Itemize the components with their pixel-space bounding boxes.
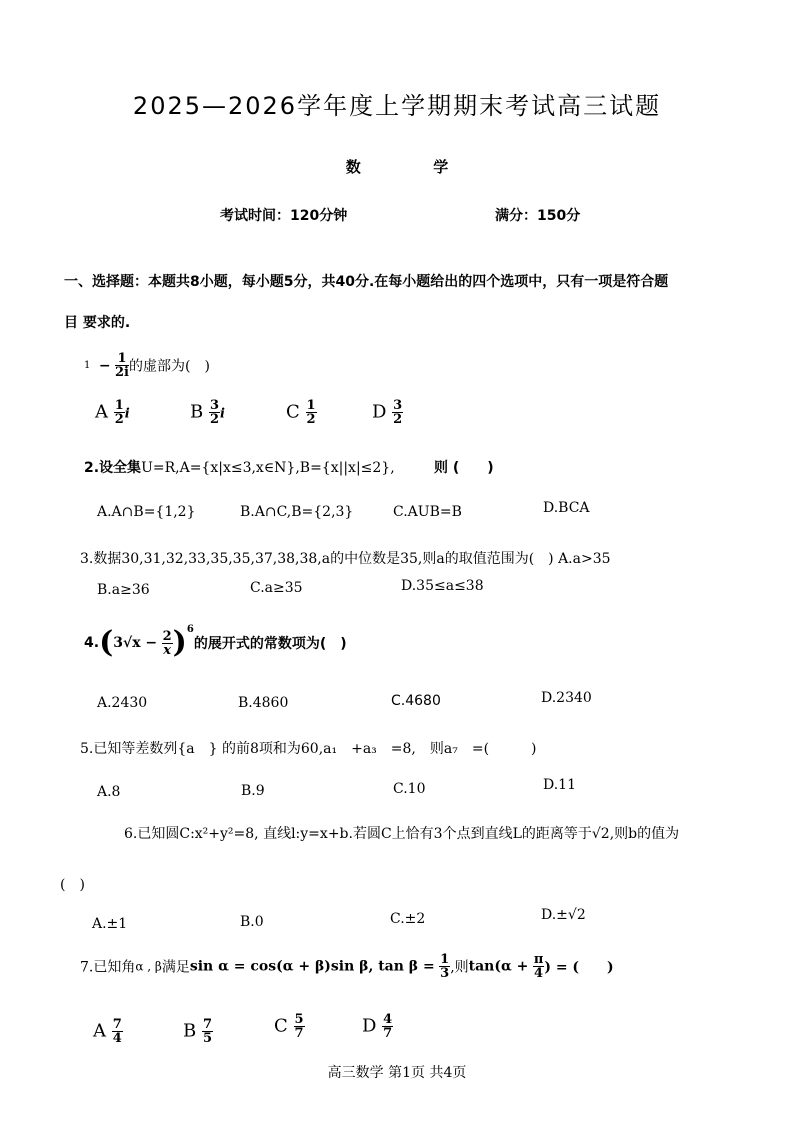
q5-option-c: C.10 — [393, 781, 426, 797]
q4-option-a: A.2430 — [97, 695, 148, 711]
q4-number: 4. — [84, 635, 100, 651]
q4-left-paren: ( — [99, 625, 114, 660]
q7-pi-fraction: $\frac{\pi}{4}$ — [533, 952, 544, 981]
exam-title: 2025—2026学年度上学期期末考试高三试题 — [132, 92, 662, 120]
q4-fraction: $\frac{2}{x}$ — [162, 628, 172, 658]
q6-option-a: A.±1 — [92, 916, 128, 932]
subject-char-1: 数 — [345, 158, 361, 176]
q7-option-b: B $\frac{7}{5}$ — [183, 1017, 213, 1046]
q6-option-d: D.±√2 — [541, 907, 586, 923]
q2-answer-paren: 则 ( ) — [434, 460, 494, 476]
q4-right-paren: ) — [172, 625, 187, 660]
q4-option-c: C.4680 — [391, 693, 441, 709]
q3-option-b: B.a≥36 — [97, 582, 150, 598]
q2-prefix: 2.设全集 — [84, 460, 142, 476]
q3-option-d: D.35≤a≤38 — [401, 578, 484, 594]
page-footer: 高三数学 第1页 共4页 — [327, 1065, 467, 1081]
q7-stem-d: ,则 — [450, 959, 469, 976]
section-heading-cont: 目 要求的. — [64, 315, 131, 331]
q7-angles: α , β — [135, 959, 162, 974]
q2-option-a: A.A∩B={1,2} — [97, 504, 196, 520]
full-score: 满分：150分 — [495, 208, 581, 224]
q3-option-c: C.a≥35 — [250, 580, 303, 596]
q1-minus: − — [98, 357, 111, 374]
question-3: 3.数据30,31,32,33,35,35,37,38,38,a的中位数是35,则a的取值范围为( ) A.a>35 — [80, 551, 611, 567]
q7-formula-a: sin α = cos(α + β)sin β, tan β = — [189, 958, 435, 975]
q2-option-b: B.A∩C,B={2,3} — [240, 504, 354, 520]
q4-expr: 3√x − — [113, 635, 158, 651]
q6-answer-paren: ( ) — [60, 877, 85, 893]
q7-stem-c: 满足 — [161, 959, 190, 976]
q1-option-d: D $\frac{3}{2}$ — [372, 398, 403, 427]
q4-stem: 的展开式的常数项为( ) — [193, 636, 347, 652]
q7-formula-c: ) = ( ) — [544, 959, 614, 976]
question-4 — [84, 624, 347, 660]
q6-option-b: B.0 — [240, 914, 264, 930]
q4-power: 6 — [186, 624, 194, 635]
q1-option-c: C $\frac{1}{2}$ — [286, 398, 316, 427]
q2-option-c: C.AUB=B — [393, 504, 462, 520]
question-1 — [84, 352, 210, 379]
q5-option-a: A.8 — [97, 784, 121, 800]
q5-option-b: B.9 — [241, 783, 265, 799]
exam-time: 考试时间：120分钟 — [220, 208, 348, 224]
q7-fraction: $\frac{1}{3}$ — [440, 952, 450, 981]
q1-stem: 的虚部为( ) — [129, 358, 210, 375]
q7-option-d: D $\frac{4}{7}$ — [362, 1012, 393, 1041]
question-2 — [84, 457, 395, 477]
q7-option-c: C $\frac{5}{7}$ — [274, 1012, 304, 1041]
question-7 — [80, 953, 614, 980]
q2-option-d: D.BCA — [543, 500, 590, 516]
q6-option-c: C.±2 — [390, 911, 426, 927]
q1-option-a: A $\frac{1}{2}$ i — [95, 398, 130, 427]
q1-option-b: B $\frac{3}{2}$ i — [190, 398, 225, 427]
q2-stem: U=R,A={x|x≤3,x∈N},B={x||x|≤2}, — [141, 460, 395, 476]
question-6: 6.已知圆C:x²+y²=8, 直线l:y=x+b.若圆C上恰有3个点到直线L的距离等于√2,则b的值为 — [124, 826, 680, 842]
q4-option-b: B.4860 — [238, 695, 289, 711]
section-heading: 一、选择题：本题共8小题，每小题5分，共40分.在每小题给出的四个选项中，只有一项是符合题 — [64, 274, 669, 290]
q7-stem-a: 7.已知角 — [80, 959, 136, 976]
q1-fraction: $\frac{1}{2i}$ — [115, 351, 129, 380]
q5-option-d: D.11 — [543, 777, 576, 793]
q7-option-a: A $\frac{7}{4}$ — [93, 1017, 122, 1046]
q1-number: 1 — [84, 360, 91, 371]
q4-option-d: D.2340 — [541, 690, 592, 706]
subject-title — [0, 156, 794, 177]
subject-char-2: 学 — [433, 158, 449, 176]
q7-formula-b: tan(α + — [468, 958, 529, 975]
question-5: 5.已知等差数列{a } 的前8项和为60,a₁ +a₃ =8, 则a₇ =( ) — [80, 741, 537, 757]
